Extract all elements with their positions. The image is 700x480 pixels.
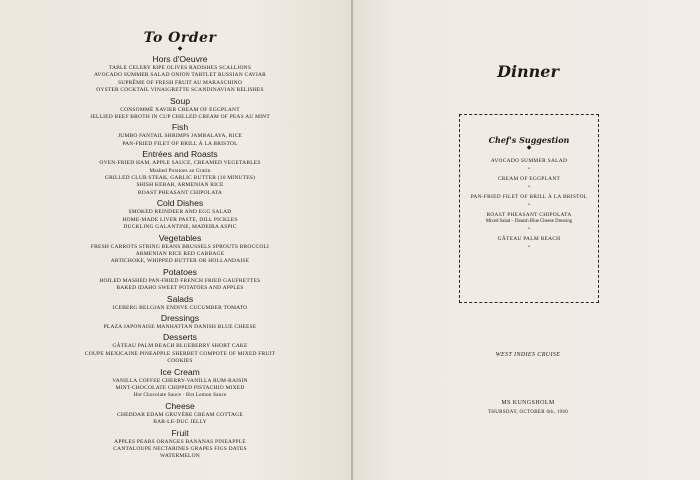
section-title: Ice Cream [160,366,200,377]
menu-line: OVEN-FRIED HAM, APPLE SAUCE, CREAMED VEGETABLES [99,160,261,167]
menu-line: JELLIED BEEF BROTH IN CUP CHILLED CREAM OF PEAS AU MINT [90,114,270,121]
right-page [353,0,700,480]
menu-line: ARMENIAN RICE RED CABBAGE [135,250,225,257]
chef-suggestion-item [460,212,598,234]
section-title: Entrées and Roasts [142,149,218,160]
dish-name: ROAST PHEASANT CHIPOLATA [486,212,572,218]
menu-line: JUMBO FANTAIL SHRIMPS JAMBALAYA, RICE [117,133,243,140]
dish-note: Mixed Salad – Danish Blue Cheese Dressing [485,219,573,224]
menu-line: BOILED MASHED PAN-FRIED FRENCH FRIED GAUFRETTES [99,277,261,284]
menu-line: BAR-LE-DUC JELLY [153,419,207,426]
menu-line: WATERMELON [160,453,200,460]
section-title: Desserts [163,332,197,343]
menu-line: OYSTER COCKTAIL VINAIGRETTE SCANDINAVIAN RELISHES [96,87,264,94]
menu-sections [60,54,300,461]
menu-line: CANTALOUPE NECTARINES GRAPES FIGS DATES [113,446,247,452]
menu-line: PAN-FRIED FILET OF BRILL À LA BRISTOL [122,140,238,147]
menu-section [60,233,300,266]
section-title: Soup [169,95,191,106]
chefs-suggestion-items [460,158,598,252]
to-order-menu [60,30,300,461]
menu-section [60,401,300,427]
menu-line: SMOKED REINDEER AND EGG SALAD [128,209,232,216]
dish-name: CREAM OF EGGPLANT [497,176,561,182]
cruise-name: WEST INDIES CRUISE [495,352,561,358]
menu-line: VANILLA COFFEE CHERRY-VANILLA RUM-RAISIN [112,377,248,384]
section-title: Fish [171,122,189,133]
menu-line: PLAZA JAPONAISE MANHATTAN DANISH BLUE CHEESE [103,323,257,330]
menu-line: COOKIES [167,358,193,365]
chef-suggestion-item [460,158,598,174]
bullet-separator: • [528,245,530,250]
menu-section [60,294,300,312]
menu-note: Mashed Potatoes au Gratin [149,167,211,174]
ornament: ◆ [177,46,183,52]
dish-name: PAN-FRIED FILET OF BRILL À LA BRISTOL [470,194,588,200]
section-title: Vegetables [158,232,202,243]
menu-section [60,332,300,365]
menu-section [60,96,300,122]
section-title: Cheese [165,400,195,411]
section-title: Hors d'Oeuvre [152,54,208,64]
ship-name: MS KUNGSHOLM [501,400,555,406]
dish-name: GÂTEAU PALM BEACH [497,236,561,242]
menu-line: BAKED IDAHO SWEET POTATOES AND APPLES [116,285,244,292]
menu-line: GRILLED CLUB STEAK, GARLIC BUTTER (10 MINUTES) [104,175,256,182]
bullet-separator: • [528,185,530,190]
section-title: Cold Dishes [156,198,204,209]
menu-line: FRESH CARROTS STRING BEANS BRUSSELS SPROUTS BROCCOLI [90,243,270,250]
menu-line: GÂTEAU PALM BEACH BLUEBERRY SHORT CAKE [112,343,248,350]
menu-line: DUCKLING GALANTINE, MADEIRA ASPIC [123,224,237,231]
menu-line: SHISH KEBAB, ARMENIAN RICE [136,182,224,189]
section-title: Fruit [171,427,189,438]
dish-name: AVOCADO SUMMER SALAD [490,158,568,164]
menu-line: HOME-MADE LIVER PASTE, DILL PICKLES [122,216,238,223]
bullet-separator: • [528,167,530,172]
chefs-suggestion-title: Chef's Suggestion [488,135,570,145]
menu-line: ICEBERG BELGIAN ENDIVE CUCUMBER TOMATO [112,304,248,311]
menu-section [60,54,300,95]
section-title: Dressings [160,312,200,323]
menu-line: MINT-CHOCOLATE CHIPPED PISTACHIO MIXED [115,384,245,391]
menu-section [60,122,300,148]
menu-line: ARTICHOKE, WHIPPED BUTTER OR HOLLANDAISE [110,258,250,265]
menu-section [60,267,300,293]
chefs-suggestion-box [459,114,599,303]
menu-section [60,367,300,400]
to-order-title: To Order [143,30,217,46]
menu-line: CONSOMMÉ XAVIER CREAM OF EGGPLANT [120,106,240,113]
menu-section [60,428,300,461]
menu-line: ROAST PHEASANT CHIPOLATA [137,189,223,196]
bullet-separator: • [528,227,530,232]
menu-line: APPLES PEARS ORANGES BANANAS PINEAPPLE [114,438,246,445]
menu-line: TABLE CELERY RIPE OLIVES RADISHES SCALLIONS [108,65,252,71]
menu-line: SUPRÊME OF FRESH FRUIT AU MARASCHINO [118,79,242,86]
menu-line: AVOCADO SUMMER SALAD ONION TARTLET RUSSIAN CAVIAR [93,72,267,79]
chef-suggestion-item [460,236,598,252]
menu-section [60,313,300,331]
chef-suggestion-item [460,194,598,210]
menu-section [60,198,300,231]
menu-line: COUPE MEXICAINE PINEAPPLE SHERBET COMPOTE OF MIXED FRUIT [84,350,276,357]
ornament: ◆ [526,145,532,151]
menu-note: Hot Chocolate Sauce · Hot Lemon Sauce [133,392,227,399]
menu-date: THURSDAY, OCTOBER 6th, 1960 [487,410,569,415]
menu-section [60,149,300,197]
chef-suggestion-item [460,176,598,192]
menu-line: CHEDDAR EDAM GRUYÈRE CREAM COTTAGE [117,411,243,418]
section-title: Potatoes [163,266,197,277]
dinner-title: Dinner [497,62,559,81]
bullet-separator: • [528,203,530,208]
section-title: Salads [166,293,194,304]
